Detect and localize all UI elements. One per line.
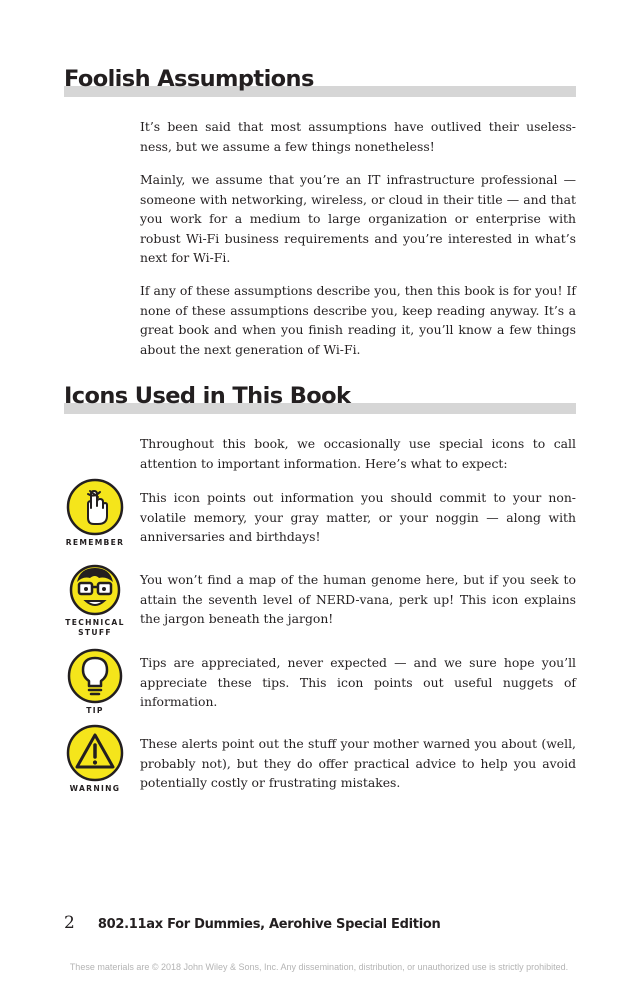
icon-legend-remember: [60, 478, 130, 548]
page-footer: [64, 913, 440, 933]
section-heading-foolish-assumptions: [64, 64, 576, 98]
paragraph: This icon points out information you should commit to your non-volatile memory, your gray matter, or your noggin — along with anniversaries and birthdays!: [140, 490, 576, 544]
paragraph: If any of these assumptions describe you, then this book is for you! If none of these assumptions describe you, keep reading anyway. It’s a great book and when you finish reading it, you’ll know a few things about the next generation of Wi-Fi.: [140, 283, 576, 357]
paragraph: Mainly, we assume that you’re an IT infrastructure professional — someone with networking, wireless, or cloud in their title — and that you work for a medium to large organization or enterprise with robust Wi-Fi business requirements and you’re interested in what’s next for Wi-Fi.: [140, 172, 576, 265]
remember-finger-string-icon: [66, 478, 124, 536]
icon-label-line: TECHNICAL: [65, 618, 125, 627]
icon-label-line: STUFF: [78, 628, 112, 637]
paragraph: It’s been said that most assumptions have outlived their useless-ness, but we assume a few things nonetheless!: [140, 119, 576, 154]
tip-lightbulb-icon: [66, 648, 124, 704]
icon-legend-technical-stuff: [60, 562, 130, 638]
technical-stuff-nerd-face-icon: [66, 562, 124, 616]
paragraph: Throughout this book, we occasionally use special icons to call attention to important information. Here’s what to expect:: [140, 436, 576, 471]
paragraph: You won’t find a map of the human genome here, but if you seek to attain the seventh level of NERD-vana, perk up! This icon explains the jargon beneath the jargon!: [140, 572, 576, 626]
section-title: Foolish Assumptions: [64, 66, 314, 92]
section-heading-icons-used: [64, 381, 576, 415]
icon-label: TIP: [86, 706, 104, 715]
page-number: 2: [64, 913, 75, 933]
icon-label: REMEMBER: [65, 538, 125, 547]
icon-legend-warning: [60, 724, 130, 794]
copyright-notice: These materials are © 2018 John Wiley & Sons, Inc. Any dissemination, distribution, or unauthorized use is strictly prohibited.: [69, 962, 569, 972]
icon-legend-tip: [60, 648, 130, 716]
paragraph: These alerts point out the stuff your mother warned you about (well, probably not), but they do offer practical advice to help you avoid potentially costly or frustrating mistakes.: [140, 736, 576, 790]
section-title: Icons Used in This Book: [64, 383, 351, 409]
paragraph: Tips are appreciated, never expected — and we sure hope you’ll appreciate these tips. This icon points out useful nuggets of information.: [140, 655, 576, 709]
icon-label: WARNING: [69, 784, 121, 793]
running-footer-title: 802.11ax For Dummies, Aerohive Special Edition: [97, 917, 441, 932]
warning-triangle-icon: [66, 724, 124, 782]
